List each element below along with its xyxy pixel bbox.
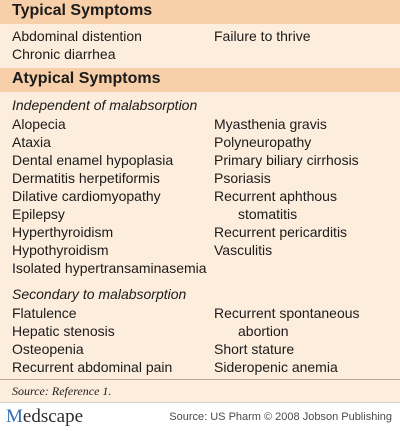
secondary-left-2: Hepatic stenosis bbox=[12, 323, 115, 339]
independent-right-1: Myasthenia gravis bbox=[214, 116, 327, 132]
independent-left-5: Dilative cardiomyopathy bbox=[12, 188, 161, 204]
medscape-logo bbox=[6, 406, 83, 428]
source-note: Source: Reference 1. bbox=[12, 384, 112, 398]
typical-right-1: Failure to thrive bbox=[214, 28, 311, 44]
credit-text: Source: US Pharm © 2008 Jobson Publishing bbox=[169, 411, 392, 423]
secondary-subheading: Secondary to malabsorption bbox=[12, 286, 187, 302]
typical-header bbox=[0, 0, 400, 24]
independent-left-2: Ataxia bbox=[12, 134, 51, 150]
secondary-left-1: Flatulence bbox=[12, 305, 77, 321]
independent-left-9: Isolated hypertransaminasemia bbox=[12, 260, 207, 276]
typical-heading: Typical Symptoms bbox=[12, 2, 153, 19]
secondary-right-1-cont: abortion bbox=[238, 323, 289, 339]
independent-left-8: Hypothyroidism bbox=[12, 242, 109, 258]
typical-left-1: Abdominal distention bbox=[12, 28, 142, 44]
independent-left-3: Dental enamel hypoplasia bbox=[12, 152, 174, 168]
atypical-header bbox=[0, 68, 400, 92]
secondary-right-2: Short stature bbox=[214, 341, 295, 357]
independent-right-5: Recurrent aphthous bbox=[214, 188, 337, 204]
independent-right-5-cont: stomatitis bbox=[238, 206, 298, 222]
secondary-left-4: Recurrent abdominal pain bbox=[12, 359, 173, 375]
secondary-left-3: Osteopenia bbox=[12, 341, 84, 357]
independent-right-3: Primary biliary cirrhosis bbox=[214, 152, 359, 168]
independent-right-7: Vasculitis bbox=[214, 242, 273, 258]
footer-bar bbox=[0, 402, 400, 431]
logo-rest: edscape bbox=[22, 406, 84, 427]
independent-right-4: Psoriasis bbox=[214, 170, 271, 186]
secondary-right-1: Recurrent spontaneous bbox=[214, 305, 360, 321]
atypical-heading: Atypical Symptoms bbox=[12, 70, 161, 87]
source-divider bbox=[0, 379, 400, 380]
typical-left-2: Chronic diarrhea bbox=[12, 46, 116, 62]
independent-left-7: Hyperthyroidism bbox=[12, 224, 114, 240]
independent-left-4: Dermatitis herpetiformis bbox=[12, 170, 160, 186]
independent-left-1: Alopecia bbox=[12, 116, 66, 132]
independent-left-6: Epilepsy bbox=[12, 206, 65, 222]
independent-right-6: Recurrent pericarditis bbox=[214, 224, 348, 240]
independent-right-2: Polyneuropathy bbox=[214, 134, 312, 150]
independent-subheading: Independent of malabsorption bbox=[12, 97, 198, 113]
secondary-right-3: Sideropenic anemia bbox=[214, 359, 338, 375]
logo-initial: M bbox=[6, 406, 23, 427]
